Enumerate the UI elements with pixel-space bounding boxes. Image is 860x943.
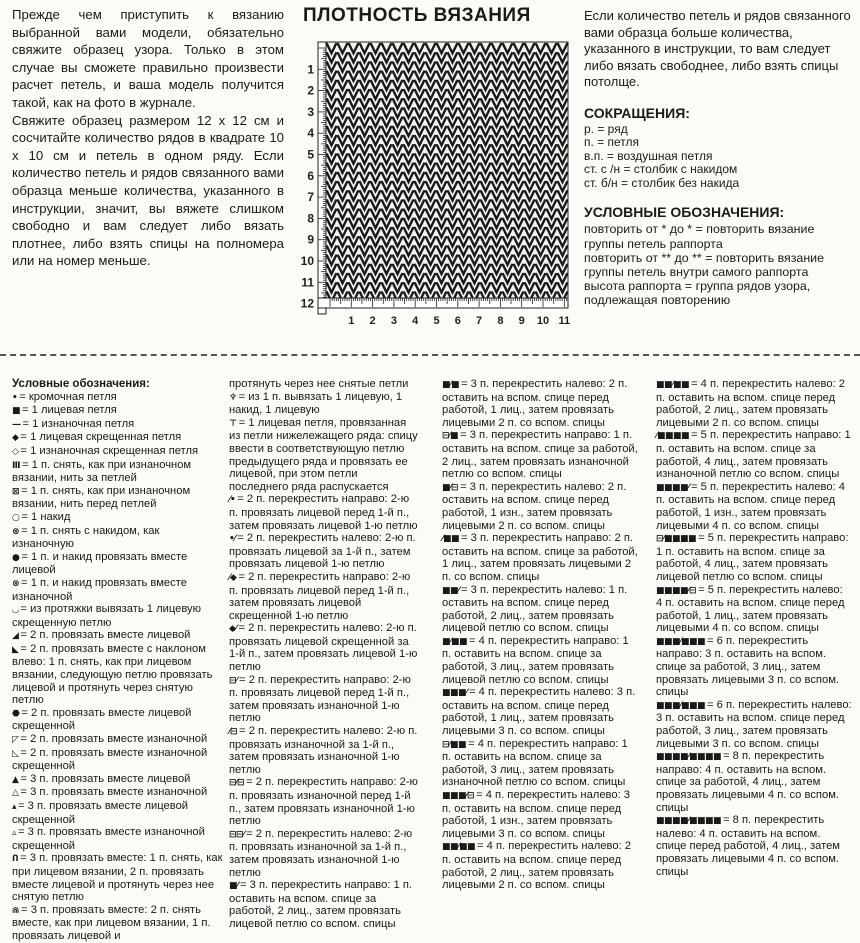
- legend-entry: [12, 391, 224, 405]
- stitch-symbol-icon: ◣: [12, 644, 19, 655]
- legend-entry-text: = 2 п. провязать вместе лицевой: [20, 629, 191, 642]
- stitch-symbol-icon: ◆: [12, 433, 19, 444]
- intro-paragraph-1: Прежде чем приступить к вязанию выбранной вами модели, обязательно свяжите образец узора. Только в этом случае вы сможете правильно произвести расчет петель, и ваша модель получится такой, как на фото в журнале.: [12, 7, 284, 110]
- legend-entry: [12, 418, 224, 432]
- stitch-symbol-icon: ■⁄■: [442, 380, 460, 390]
- legend-entry: [442, 738, 638, 789]
- ruler-label: 11: [301, 275, 314, 290]
- abbreviation-item: ст. с /н = столбик с накидом: [584, 162, 738, 177]
- legend-entry: [442, 429, 638, 480]
- intro-text: [12, 6, 284, 270]
- intro-paragraph-2: Свяжите образец размером 12 х 12 см и сосчитайте количество рядов в квадрате 10 х 10 см и петель в одном ряду. Если количество петель и рядов связанного вами образца меньше количества, указанного в инструкции, значит, вы вяжете слишком свободно и вам следует либо вязать плотнее, либо взять спицы на полномера или на номер меньше.: [12, 112, 284, 269]
- legend-entry-text: = 3 п. перекрестить направо: 1 п. оставить на вспом. спице за работой, 2 лиц., затем провязать лицевой петлю со вспом. спицы: [229, 879, 413, 930]
- legend-entry: [442, 635, 638, 686]
- ruler-label: 8: [307, 211, 314, 226]
- legend-entry-text: = 3 п. перекрестить налево: 1 п. оставить на вспом. спице перед работой, 2 лиц., затем провязать лицевой петлю со вспом. спицы: [442, 583, 628, 635]
- legend-entry-text: = 4 п. перекрестить налево: 3 п. оставить на вспом. спице перед работой, 1 лиц., затем провязать лицевыми 3 п. со вспом. спицы: [442, 686, 636, 738]
- ruler-label: 3: [307, 104, 314, 119]
- stitch-symbol-icon: ⊟⊟⁄: [229, 829, 245, 840]
- legend-entry-text: = 6 п. перекрестить направо: 3 п. оставить на вспом. спице за работой, 3 лиц., затем провязать лицевыми 3 п. со вспом. спицы: [656, 634, 840, 699]
- abbreviations-heading: СОКРАЩЕНИЯ:: [584, 104, 690, 121]
- legend-entry: [12, 603, 224, 629]
- legend-entry: [656, 750, 852, 814]
- ruler-label: 6: [307, 168, 314, 183]
- ruler-label: 5: [307, 147, 314, 162]
- ruler-label: 8: [497, 315, 504, 327]
- legend-entry: [12, 629, 224, 643]
- legend-entry: [656, 429, 852, 480]
- stitch-symbol-icon: ⊟⁄: [229, 675, 238, 686]
- legend-heading: Условные обозначения:: [12, 378, 150, 390]
- ruler-label: 4: [412, 315, 419, 327]
- definition-item: высота раппорта = группа рядов узора, подлежащая повторению: [584, 279, 811, 308]
- legend-entry-text: = 1 лицевая петля: [22, 404, 117, 417]
- legend-entry-text: = кромочная петля: [19, 390, 117, 403]
- definitions-list: [584, 222, 854, 307]
- legend-entry-text: = 2 п. перекрестить направо: 2-ю п. провязать лицевой перед 1-й п., затем провязать изнаночной 1-ю петлю: [229, 673, 411, 725]
- legend-entry-text: = 8 п. перекрестить налево: 4 п. оставить на вспом. спице перед работой, 4 лиц., затем провязать лицевыми 4 п. со вспом. спицы: [656, 814, 840, 878]
- legend-entry-text: = 3 п. провязать вместе лицевой скрещенной: [12, 800, 189, 826]
- legend-entry-text: = 1 п. снять, как при изнаночном вязании, нить за петлей: [12, 458, 192, 485]
- legend-entry: [656, 635, 852, 699]
- ruler-label: 9: [518, 315, 525, 327]
- definition-item: повторить от * до * = повторить вязание группы петель раппорта: [584, 222, 815, 251]
- vertical-ruler: [301, 42, 326, 314]
- right-column: [584, 8, 854, 308]
- legend-entry: [656, 699, 852, 750]
- legend-column-2: [229, 378, 419, 931]
- legend-column-4: [656, 378, 852, 878]
- ruler-label: 9: [307, 232, 314, 247]
- legend-entry-text: = 5 п. перекрестить направо: 1 п. оставить на вспом. спице за работой, 4 лиц., затем провязать изнаночной петлю со вспом. спицы: [656, 429, 851, 481]
- legend-entry-text: = 1 изнаночная петля: [22, 417, 135, 430]
- legend-entry-text: = 2 п. перекрестить налево: 2-ю п. провязать лицевой скрещенной за 1-й п., затем провязать лицевой 1-ю петлю: [229, 622, 418, 674]
- legend-entry-text: = 1 изнаночная скрещенная петля: [20, 444, 199, 457]
- stitch-symbol-icon: ■■⁄: [442, 585, 460, 596]
- legend-entry: [12, 485, 224, 511]
- legend-entry: [12, 904, 224, 943]
- stitch-symbol-icon: ⊟⁄■■■■: [656, 534, 697, 545]
- definitions-heading: УСЛОВНЫЕ ОБОЗНАЧЕНИЯ:: [584, 204, 785, 221]
- stitch-symbol-icon: Ⅲ: [12, 460, 21, 471]
- legend-entry: [12, 773, 224, 787]
- right-intro-text: Если количество петель и рядов связанного вами образца больше количества, указанного в инструкции, то вам следует либо вязать свободнее, либо взять спицы потолще.: [584, 8, 851, 89]
- stitch-symbol-icon: ⊗: [12, 578, 20, 589]
- legend-entry: [12, 747, 224, 773]
- ruler-label: 3: [390, 315, 397, 327]
- abbreviation-item: в.п. = воздушная петля: [584, 148, 713, 163]
- legend-entry-text: = 4 п. перекрестить налево: 3 п. оставить на вспом. спице перед работой, 1 изн., затем провязать лицевыми 3 п. со вспом. спицы: [442, 789, 631, 840]
- legend-entry-text: протянуть через нее снятые петли: [229, 378, 409, 390]
- legend-entry-text: = 5 п. перекрестить налево: 4 п. оставить на вспом. спице перед работой, 1 изн., затем провязать лицевыми 4 п. со вспом. спицы: [656, 480, 845, 532]
- stitch-symbol-icon: ⊟⁄■: [442, 431, 459, 442]
- legend-entry: [442, 789, 638, 840]
- legend-entry: [229, 776, 419, 827]
- legend-entry: [229, 725, 419, 776]
- legend-entry: [442, 532, 638, 583]
- legend-entry-text: = 8 п. перекрестить направо: 4 п. оставить на вспом. спице за работой, 4 лиц., затем провязать лицевыми 4 п. со вспом. спицы: [656, 750, 840, 814]
- stitch-symbol-icon: •: [12, 392, 18, 403]
- stitch-symbol-icon: ⊟⁄■■: [442, 739, 467, 750]
- legend-entry-text: = 3 п. перекрестить направо: 1 п. оставить на вспом. спице за работой, 2 лиц., затем провязать изнаночной петлю со вспом. спицы: [442, 429, 638, 481]
- legend-entry: [656, 481, 852, 532]
- legend-entry: [229, 828, 419, 879]
- stitch-symbol-icon: ■■⁄■■: [656, 380, 690, 390]
- legend-column-3: [442, 378, 638, 892]
- stitch-symbol-icon: ◺: [12, 748, 19, 759]
- legend-entry-text: = 2 п. провязать вместе лицевой скрещенной: [12, 706, 192, 733]
- stitch-symbol-icon: ■■⁄■■: [442, 842, 476, 853]
- legend-entry: [229, 532, 419, 571]
- horizontal-ruler: [318, 298, 570, 327]
- legend-entry-text: = 3 п. провязать вместе изнаночной скрещенной: [12, 826, 205, 852]
- stitch-symbol-icon: ◇: [12, 446, 19, 457]
- legend-entry: [12, 800, 224, 826]
- stitch-symbol-icon: ■⁄: [229, 881, 239, 892]
- stitch-symbol-icon: ⁄•: [229, 495, 236, 506]
- ruler-label: 10: [300, 254, 314, 268]
- stitch-symbol-icon: ◆⁄: [229, 624, 237, 635]
- legend-entry: [12, 826, 224, 852]
- stitch-symbol-icon: ⊗: [12, 526, 20, 537]
- ruler-label: 5: [433, 315, 440, 327]
- stitch-symbol-icon: ■■■■⁄⊟: [656, 585, 697, 596]
- legend-entry-text: = 2 п. перекрестить направо: 2-ю п. провязать изнаночной перед 1-й п., затем провязать изнаночной 1-ю петлю: [229, 776, 418, 828]
- legend-entry: [656, 378, 852, 429]
- stitch-symbol-icon: ■■■⁄: [442, 688, 468, 699]
- legend-entry-text: = 1 лицевая скрещенная петля: [20, 431, 182, 444]
- ruler-label: 6: [454, 315, 461, 327]
- legend-entry: [12, 733, 224, 747]
- legend-entry: [229, 674, 419, 725]
- legend-entry-text: = 1 лицевая петля, провязанная из петли нижележащего ряда: спицу ввести в соответствующую петлю предыдущего ряда и провязать ее лицевой, при этом петли последнего ряда распускается: [229, 416, 418, 493]
- stitch-symbol-icon: ⁄■■: [442, 534, 460, 545]
- stitch-symbol-icon: ▴: [12, 802, 17, 812]
- legend-entry-text: = 5 п. перекрестить направо: 1 п. оставить на вспом. спице за работой, 4 лиц., затем провязать лицевой петлю со вспом. спицы: [656, 532, 849, 583]
- stitch-symbol-icon: ○: [12, 512, 20, 523]
- stitch-symbol-icon: ⋒: [12, 905, 20, 916]
- stitch-symbol-icon: ◸: [12, 735, 19, 746]
- legend-entry: [12, 525, 224, 551]
- legend-entry-text: = 2 п. провязать вместе с наклоном влево: 1 п. снять, как при лицевом вязании, следующую петлю провязать лицевой и протянуть через снятую петлю: [12, 642, 213, 707]
- legend-entry: [229, 622, 419, 673]
- legend-entry: [442, 584, 638, 635]
- legend-entry: [12, 643, 224, 707]
- stitch-symbol-icon: ⊤: [229, 418, 237, 429]
- legend-entry-text: = 2 п. перекрестить налево: 2-ю п. провязать изнаночной за 1-й п., затем провязать изнаночной 1-ю петлю: [229, 725, 418, 776]
- stitch-symbol-icon: ■■■■⁄■■■■: [656, 752, 722, 763]
- legend-column-1: [12, 378, 224, 943]
- legend-entry: [12, 852, 224, 903]
- legend-entry: [12, 404, 224, 418]
- legend-entry-text: = 2 п. перекрестить налево: 2-ю п. провязать изнаночной за 1-й п., затем провязать изнаночной 1-ю петлю: [229, 827, 413, 879]
- legend-entry-text: = 3 п. провязать вместе лицевой: [20, 772, 191, 785]
- legend-entry: [229, 391, 419, 417]
- legend-entry-text: = 4 п. перекрестить направо: 1 п. оставить на вспом. спице за работой, 3 лиц., затем провязать лицевой петлю со вспом. спицы: [442, 634, 629, 686]
- legend-entry-text: = 2 п. перекрестить направо: 2-ю п. провязать лицевой перед 1-й п., затем провязать лицевой 1-ю петлю: [229, 493, 418, 532]
- stitch-symbol-icon: ⁄◆: [229, 572, 237, 583]
- legend-entry: [229, 493, 419, 532]
- ruler-label: 1: [348, 315, 355, 327]
- legend-entry-text: = 1 п. и накид провязать вместе изнаночной: [12, 576, 187, 603]
- legend-entry: [12, 707, 224, 733]
- stitch-symbol-icon: ■■■■⁄■■■■: [656, 816, 722, 827]
- legend-entry: [442, 481, 638, 532]
- gauge-swatch-illustration: [296, 42, 571, 332]
- ruler-label: 12: [300, 296, 314, 311]
- legend-entry: [12, 786, 224, 800]
- legend-entry-text: = 3 п. провязать вместе: 1 п. снять, как при лицевом вязании, 2 п. провязать вместе лицевой и протянуть через нее снятую петлю: [12, 852, 223, 904]
- legend-entry: [656, 532, 852, 583]
- stitch-symbol-icon: ■⁄⊟: [442, 482, 459, 493]
- legend-entry-text: = 2 п. провязать вместе изнаночной: [20, 733, 208, 746]
- legend-entry: [656, 584, 852, 635]
- ruler-label: 7: [476, 315, 483, 327]
- legend-entry: [229, 417, 419, 494]
- legend-entry-text: = 4 п. перекрестить налево: 2 п. оставить на вспом. спице перед работой, 2 лиц., затем провязать лицевыми 2 п. со вспом. спицы: [442, 840, 631, 892]
- legend-entry: [229, 879, 419, 930]
- legend-entry-text: = из 1 п. вывязать 1 лицевую, 1 накид, 1 лицевую: [229, 390, 403, 417]
- stitch-symbol-icon: ■⁄■■: [442, 636, 468, 647]
- ruler-label: 4: [307, 126, 314, 141]
- legend-entry: [12, 551, 224, 577]
- legend-entry-text: = 1 п. снять с накидом, как изнаночную: [12, 524, 160, 551]
- legend-entry-text: = 2 п. перекрестить направо: 2-ю п. провязать лицевой перед 1-й п., затем провязать лицевой скрещенной 1-ю петлю: [229, 570, 411, 622]
- ruler-label: 10: [536, 315, 550, 327]
- ruler-label: 1: [307, 62, 314, 77]
- stitch-symbol-icon: ■■■⁄⊟: [442, 791, 475, 801]
- stitch-symbol-icon: ⬣: [12, 708, 20, 719]
- legend-entry: [12, 577, 224, 603]
- legend-entry-text: = 1 п. снять, как при изнаночном вязании, нить перед петлей: [12, 484, 191, 511]
- abbreviation-item: р. = ряд: [584, 121, 628, 136]
- legend-entry-text: = 6 п. перекрестить налево: 3 п. оставить на вспом. спице перед работой, 3 лиц., затем провязать лицевыми 3 п. со вспом. спицы: [656, 698, 852, 750]
- stitch-symbol-icon: ◡: [12, 605, 19, 616]
- legend-entry-text: = 4 п. перекрестить направо: 1 п. оставить на вспом. спице за работой, 3 лиц., затем провязать изнаночной петлю со вспом. спицы: [442, 737, 628, 789]
- stitch-symbol-icon: ▵: [12, 828, 17, 839]
- legend-entry: [12, 431, 224, 445]
- legend-entry-text: = 5 п. перекрестить налево: 4 п. оставить на вспом. спице перед работой, 1 лиц., затем провязать лицевыми 4 п. со вспом. спицы: [656, 583, 845, 635]
- legend-entry: [442, 378, 638, 429]
- ruler-label: 2: [369, 315, 376, 327]
- top-section: [0, 0, 860, 345]
- legend-entry: [12, 445, 224, 459]
- stitch-symbol-icon: ■: [12, 406, 21, 417]
- legend-entry: [442, 686, 638, 737]
- legend-entry-text: = 1 накид: [21, 510, 71, 523]
- definition-item: повторить от ** до ** = повторить вязание группы петель внутри самого раппорта: [584, 250, 824, 280]
- legend-entry-text: = из протяжки вывязать 1 лицевую скрещенную петлю: [12, 603, 202, 629]
- legend-entry-text: = 3 п. перекрестить налево: 2 п. оставить на вспом. спице перед работой, 1 лиц., затем провязать лицевыми 2 п. со вспом. спицы: [442, 378, 628, 429]
- stitch-symbol-icon: Ո: [12, 854, 19, 865]
- swatch-title: ПЛОТНОСТЬ ВЯЗАНИЯ: [303, 5, 531, 26]
- stitch-symbol-icon: ■■■⁄■■■: [656, 700, 706, 711]
- legend-entry-text: = 3 п. перекрестить налево: 2 п. оставить на вспом. спице перед работой, 1 изн., затем провязать лицевыми 2 п. со вспом. спицы: [442, 480, 627, 532]
- legend-entry-text: = 3 п. перекрестить направо: 2 п. оставить на вспом. спице за работой, 1 лиц., затем провязать лицевыми 2 п. со вспом. спицы: [442, 532, 638, 583]
- stitch-symbol-icon: ⁄■■■■: [656, 431, 690, 442]
- stitch-symbol-icon: ■■■⁄■■■: [656, 636, 706, 647]
- stitch-symbol-icon: —: [12, 419, 21, 430]
- ruler-label: 2: [307, 83, 314, 98]
- stitch-symbol-icon: •⁄: [229, 534, 236, 545]
- stitch-symbol-icon: ■■■■⁄: [656, 482, 690, 493]
- abbreviation-item: ст. б/н = столбик без накида: [584, 175, 740, 190]
- ruler-label: 7: [307, 190, 314, 205]
- abbreviation-item: п. = петля: [584, 135, 640, 150]
- dashed-divider: [0, 354, 860, 356]
- stitch-symbol-icon: ♆: [229, 392, 237, 403]
- legend-entry: [656, 814, 852, 878]
- stitch-symbol-icon: ⊟⁄⊟: [229, 778, 245, 789]
- legend-entry: [229, 378, 419, 391]
- ruler-label: 11: [558, 315, 571, 327]
- abbreviations-list: [584, 123, 854, 191]
- stitch-symbol-icon: ◢: [12, 631, 19, 642]
- legend-entry-text: = 1 п. и накид провязать вместе лицевой: [12, 550, 188, 577]
- stitch-symbol-icon: ⁄⊟: [229, 727, 238, 738]
- legend-entry-text: = 2 п. провязать вместе изнаночной скрещенной: [12, 746, 208, 773]
- stitch-symbol-icon: ▲: [12, 774, 19, 785]
- legend-entry: [442, 840, 638, 891]
- legend-entry: [12, 511, 224, 525]
- legend-entry-text: = 3 п. провязать вместе: 2 п. снять вместе, как при лицевом вязании, 1 п. провязать лицевой и: [12, 903, 211, 942]
- legend-entry-text: = 4 п. перекрестить налево: 2 п. оставить на вспом. спице перед работой, 2 лиц., затем провязать лицевыми 2 п. со вспом. спицы: [656, 378, 845, 429]
- stitch-symbol-icon: △: [12, 788, 19, 799]
- legend-entry: [12, 459, 224, 485]
- stitch-symbol-icon: ●: [12, 552, 20, 563]
- legend-entry-text: = 2 п. перекрестить налево: 2-ю п. провязать лицевой за 1-й п., затем провязать лицевой 1-ю петлю: [229, 532, 416, 571]
- stitch-symbol-icon: ⊠: [12, 486, 20, 497]
- legend-entry-text: = 3 п. провязать вместе изнаночной: [20, 786, 208, 799]
- legend-entry: [229, 571, 419, 622]
